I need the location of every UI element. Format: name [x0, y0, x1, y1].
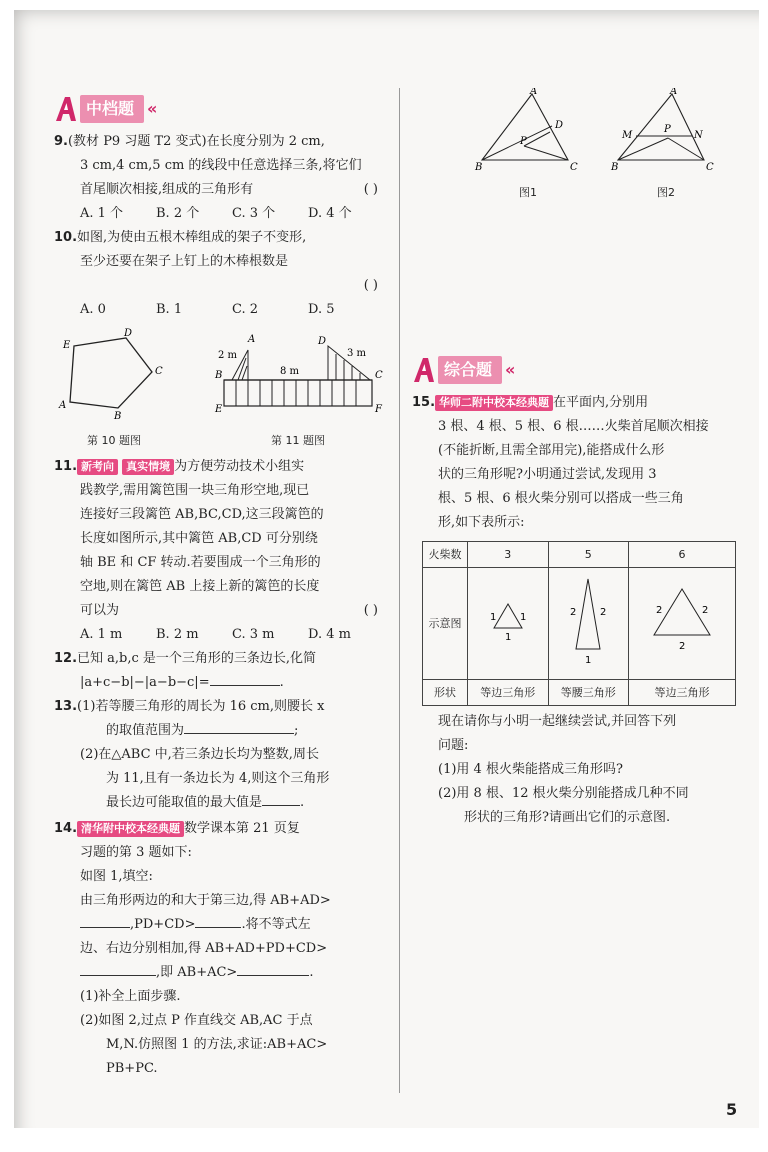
fence-dim-3m: 3 m: [347, 348, 367, 359]
side-label: 2: [679, 641, 686, 652]
fig1-label-p: P: [520, 136, 527, 147]
q14-line2: 习题的第 3 题如下:: [80, 845, 192, 860]
table-cell: 等腰三角形: [548, 680, 629, 706]
fig1-label-c: C: [570, 162, 578, 172]
table-header-count: 火柴数: [423, 542, 468, 568]
q11-line5: 轴 BE 和 CF 转动.若要围成一个三角形的: [80, 555, 321, 570]
q10-number: 10.: [54, 230, 78, 245]
question-10: [54, 226, 384, 322]
fence-label-e: E: [215, 404, 223, 415]
side-label: 2: [570, 607, 577, 618]
q14-line5b: .将不等式左: [241, 917, 311, 932]
triangle-111-diagram: [478, 594, 538, 644]
q15-line5: 根、5 根、6 根火柴分别可以搭成一些三角: [438, 491, 684, 506]
question-14: 14. 清华附中校本经典题 数学课本第 21 页复 习题的第 3 题如下: 如图 1,填空: 由三角形两边的和大于第三边,得 AB+AD> ,PD+CD> .将不等式左 边、右边分别相加,得 AB+AD+PD+CD> ,即 AB+AC> . (1)补全上面步骤. (2)如图 2,过点 P 作直线交 AB,AC 于点 M,N.仿照图 1 的方法,求证:AB+AC> PB+PC.: [54, 817, 384, 1081]
q14-number: 14.: [54, 821, 78, 836]
q11-option-c: C. 3 m: [232, 627, 275, 642]
q11-tag-new: 新考向: [77, 459, 118, 475]
fence-figure: [212, 328, 384, 420]
triangle-221-diagram: [558, 571, 618, 667]
side-label: 1: [519, 612, 527, 623]
q10-options: [54, 298, 384, 322]
q13-p1-line2: 的取值范围为: [106, 723, 185, 738]
side-label: 2: [600, 607, 607, 618]
q10-option-b: B. 1: [156, 302, 183, 317]
column-divider: [399, 88, 400, 1093]
figures-10-11: [54, 328, 384, 453]
fig2-label-c: C: [706, 162, 714, 172]
q12-line1: 已知 a,b,c 是一个三角形的三条边长,化简: [77, 651, 317, 666]
q15-line3: (不能折断,且需全部用完),能搭成什么形: [438, 443, 665, 458]
fig10-caption: 第 10 题图: [87, 434, 141, 447]
table-cell: 6: [629, 542, 736, 568]
fig2-label-n: N: [694, 130, 703, 141]
side-label: 2: [656, 605, 663, 616]
q11-answer-paren: ( ): [363, 603, 378, 618]
table-header-diagram: 示意图: [423, 568, 468, 680]
q10-answer-paren: ( ): [363, 278, 378, 293]
table-cell: 等边三角形: [629, 680, 736, 706]
q10-line1: 如图,为使由五根木棒组成的架子不变形,: [77, 230, 307, 245]
table-row: [423, 568, 736, 680]
q14-line6: 边、右边分别相加,得 AB+AD+PD+CD>: [80, 941, 328, 956]
fig1-label-d: D: [555, 120, 564, 131]
q11-options: [54, 623, 384, 647]
q15-sub1: (1)用 4 根火柴能搭成三角形吗?: [438, 762, 623, 777]
table-cell: 等边三角形: [468, 680, 549, 706]
q10-line2: 至少还要在架子上钉上的木棒根数是: [80, 254, 289, 269]
fig2-caption: 图2: [657, 186, 675, 199]
right-column: [412, 82, 750, 830]
q9-option-a: A. 1 个: [80, 206, 124, 221]
fence-label-f: F: [375, 404, 382, 415]
fig2-label-a: A: [670, 88, 678, 97]
q15-line2: 3 根、4 根、5 根、6 根……火柴首尾顺次相接: [438, 419, 709, 434]
page-number: 5: [726, 1100, 738, 1119]
q15-line1: 在平面内,分别用: [553, 395, 649, 410]
q9-option-b: B. 2 个: [156, 206, 200, 221]
q14-sub2-line3: PB+PC.: [106, 1061, 158, 1076]
q15-after2: 问题:: [438, 738, 469, 753]
pent-label-e: E: [63, 340, 71, 351]
book-page: [14, 10, 759, 1128]
q12-number: 12.: [54, 651, 78, 666]
q11-line3: 连接好三段篱笆 AB,BC,CD,这三段篱笆的: [80, 507, 324, 522]
q14-line5a: ,PD+CD>: [130, 917, 196, 932]
side-label: 2: [702, 605, 709, 616]
triangle-fig2: [610, 88, 722, 172]
q14-line1: 数学课本第 21 页复: [184, 821, 300, 836]
table-cell: [548, 568, 629, 680]
q15-sub2-line1: (2)用 8 根、12 根火柴分别能搭成几种不同: [438, 786, 689, 801]
q14-sub1: (1)补全上面步骤.: [80, 989, 181, 1004]
q9-line3: 首尾顺次相接,组成的三角形有: [80, 182, 254, 197]
question-15: [412, 391, 750, 830]
q12-line2: |a+c−b|−|a−b−c|=: [80, 675, 210, 690]
fig2-label-b: B: [611, 162, 619, 172]
fig2-label-m: M: [622, 130, 633, 141]
pent-label-b: B: [114, 411, 122, 420]
figure-2: [610, 88, 722, 205]
matches-table: [422, 541, 736, 706]
q10-option-a: A. 0: [80, 302, 106, 317]
q13-p2-line3: 最长边可能取值的最大值是: [106, 795, 263, 810]
section-title-mid: 中档题: [80, 95, 144, 123]
q14-blank-3[interactable]: [80, 961, 156, 976]
q11-number: 11.: [54, 459, 78, 474]
q13-p2-line2: 为 11,且有一条边长为 4,则这个三角形: [106, 771, 330, 786]
side-label: 1: [585, 655, 592, 666]
figure-11: [212, 328, 384, 453]
q15-sub2-line2: 形状的三角形?请画出它们的示意图.: [464, 810, 671, 825]
pent-label-c: C: [155, 366, 163, 377]
q10-option-d: D. 5: [308, 302, 335, 317]
fig1-label-b: B: [475, 162, 483, 172]
q11-option-b: B. 2 m: [156, 627, 199, 642]
q15-number: 15.: [412, 395, 436, 410]
fence-label-a: A: [248, 334, 256, 345]
figure-10: [54, 328, 174, 453]
q11-option-d: D. 4 m: [308, 627, 351, 642]
q14-line7: ,即 AB+AC>: [156, 965, 238, 980]
figures-14: [412, 88, 750, 205]
table-header-shape: 形状: [423, 680, 468, 706]
q14-blank-2[interactable]: [195, 913, 241, 928]
fig1-caption: 图1: [519, 186, 537, 199]
q11-line7: 可以为: [80, 603, 120, 618]
q14-blank-4[interactable]: [237, 961, 309, 976]
q11-tag-real: 真实情境: [122, 459, 174, 475]
question-9: [54, 130, 384, 226]
table-cell: [468, 568, 549, 680]
fig2-label-p: P: [664, 124, 671, 135]
q11-line2: 践教学,需用篱笆围一块三角形空地,现已: [80, 483, 310, 498]
table-row: [423, 680, 736, 706]
fence-dim-8m: 8 m: [280, 366, 300, 377]
side-label: 1: [489, 612, 497, 623]
a-logo-icon: [412, 357, 436, 383]
q13-p1-blank[interactable]: [184, 719, 294, 734]
question-11: [54, 455, 384, 647]
q14-sub2-line1: (2)如图 2,过点 P 作直线交 AB,AC 于点: [80, 1013, 313, 1028]
q12-answer-blank[interactable]: [210, 671, 280, 686]
pent-label-d: D: [124, 328, 133, 339]
q13-p2-line1: (2)在△ABC 中,若三条边长均为整数,周长: [80, 747, 319, 762]
figure-1: [472, 88, 584, 205]
table-cell: [629, 568, 736, 680]
q9-option-d: D. 4 个: [308, 206, 352, 221]
q11-option-a: A. 1 m: [80, 627, 123, 642]
question-13: 13.(1)若等腰三角形的周长为 16 cm,则腰长 x 的取值范围为 ; (2)在△ABC 中,若三条边长均为整数,周长 为 11,且有一条边长为 4,则这个三角形 最长边可能取值的最大值是 .: [54, 695, 384, 815]
q9-line2: 3 cm,4 cm,5 cm 的线段中任意选择三条,将它们: [80, 158, 362, 173]
chevron-icon: «: [505, 360, 516, 379]
pent-label-a: A: [59, 400, 67, 411]
fig1-label-a: A: [530, 88, 538, 97]
q13-p1-line1: (1)若等腰三角形的周长为 16 cm,则腰长 x: [77, 699, 325, 714]
fence-label-b: B: [215, 370, 223, 381]
q9-options: [54, 202, 384, 226]
q13-number: 13.: [54, 699, 78, 714]
fence-dim-2m: 2 m: [218, 350, 238, 361]
q9-line1: (教材 P9 习题 T2 变式)在长度分别为 2 cm,: [67, 134, 325, 149]
q14-blank-1[interactable]: [80, 913, 130, 928]
triangle-222-diagram: [642, 579, 722, 659]
q14-tag: 清华附中校本经典题: [77, 821, 184, 837]
q14-line4: 由三角形两边的和大于第三边,得 AB+AD>: [80, 893, 331, 908]
fence-label-d: D: [318, 336, 327, 347]
table-row: [423, 542, 736, 568]
q9-answer-paren: ( ): [363, 182, 378, 197]
fence-label-c: C: [375, 370, 383, 381]
q9-number: 9.: [54, 134, 68, 149]
table-cell: 5: [548, 542, 629, 568]
pentagon-figure: [54, 328, 174, 420]
side-label: 1: [504, 632, 512, 643]
q13-p2-blank[interactable]: [262, 791, 300, 806]
left-column: [54, 94, 384, 1081]
section-title-comp: 综合题: [438, 356, 502, 384]
table-cell: 3: [468, 542, 549, 568]
question-12: 12.已知 a,b,c 是一个三角形的三条边长,化简 |a+c−b|−|a−b−c|= .: [54, 651, 317, 690]
q9-option-c: C. 3 个: [232, 206, 276, 221]
q10-option-c: C. 2: [232, 302, 259, 317]
q15-tag: 华师二附中校本经典题: [435, 395, 553, 411]
q14-line3: 如图 1,填空:: [80, 869, 153, 884]
q15-line4: 状的三角形呢?小明通过尝试,发现用 3: [438, 467, 657, 482]
q15-after1: 现在请你与小明一起继续尝试,并回答下列: [438, 714, 677, 729]
section-header-mid: [54, 94, 384, 124]
chevron-icon: «: [147, 99, 158, 118]
q11-line1: 为方便劳动技术小组实: [174, 459, 305, 474]
q15-line6: 形,如下表所示:: [438, 515, 525, 530]
fig11-caption: 第 11 题图: [271, 434, 325, 447]
q11-line4: 长度如图所示,其中篱笆 AB,CD 可分别绕: [80, 531, 318, 546]
section-header-comp: [412, 355, 750, 385]
q11-line6: 空地,则在篱笆 AB 上接上新的篱笆的长度: [80, 579, 320, 594]
triangle-fig1: [472, 88, 584, 172]
a-logo-icon: [54, 96, 78, 122]
q14-sub2-line2: M,N.仿照图 1 的方法,求证:AB+AC>: [106, 1037, 328, 1052]
